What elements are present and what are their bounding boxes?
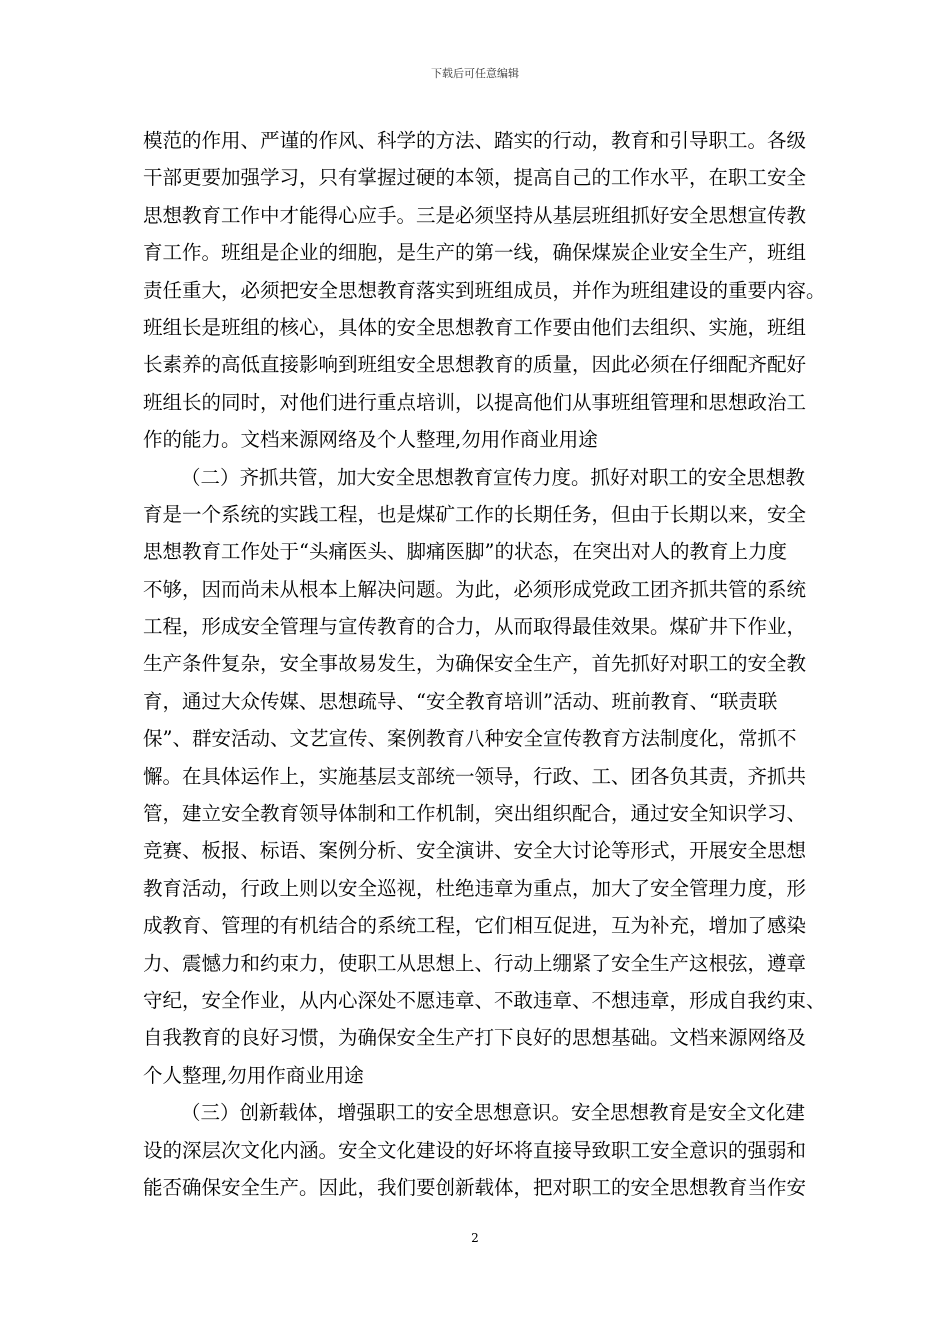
- text-line: 班组长是班组的核心，具体的安全思想教育工作要由他们去组织、实施，班组: [143, 315, 807, 339]
- text-line: 教育活动，行政上则以安全巡视，杜绝违章为重点，加大了安全管理力度，形: [143, 876, 807, 900]
- text-line: 生产条件复杂，安全事故易发生，为确保安全生产，首先抓好对职工的安全教: [143, 652, 807, 676]
- text-line: 守纪，安全作业，从内心深处不愿违章、不敢违章、不想违章，形成自我约束、: [143, 988, 826, 1012]
- page-header: 下载后可任意编辑: [431, 67, 519, 80]
- text-line: 设的深层次文化内涵。安全文化建设的好坏将直接导致职工安全意识的强弱和: [143, 1138, 807, 1162]
- text-line: 懈。在具体运作上，实施基层支部统一领导，行政、工、团各负其责，齐抓共: [143, 764, 807, 788]
- paragraph-2: [143, 459, 826, 1095]
- text-line: 班组长的同时，对他们进行重点培训，以提高他们从事班组管理和思想政治工: [143, 390, 807, 414]
- document-body: [143, 122, 826, 1206]
- text-line: （二）齐抓共管，加大安全思想教育宣传力度。抓好对职工的安全思想教: [181, 465, 806, 489]
- paragraph-1: [143, 122, 826, 459]
- text-line: 长素养的高低直接影响到班组安全思想教育的质量，因此必须在仔细配齐配好: [143, 353, 807, 377]
- text-line: 力、震憾力和约束力，使职工从思想上、行动上绷紧了安全生产这根弦，遵章: [143, 951, 807, 975]
- text-line: 思想教育工作中才能得心应手。三是必须坚持从基层班组抓好安全思想宣传教: [143, 203, 807, 227]
- text-line: （三）创新载体，增强职工的安全思想意识。安全思想教育是安全文化建: [181, 1101, 806, 1125]
- text-line: 竞赛、板报、标语、案例分析、安全演讲、安全大讨论等形式，开展安全思想: [143, 839, 807, 863]
- text-line: 自我教育的良好习惯，为确保安全生产打下良好的思想基础。文档来源网络及: [143, 1026, 807, 1050]
- text-line: 能否确保安全生产。因此，我们要创新载体，把对职工的安全思想教育当作安: [143, 1175, 807, 1199]
- text-line: 不够，因而尚未从根本上解决问题。为此，必须形成党政工团齐抓共管的系统: [143, 577, 807, 601]
- page-number: 2: [471, 1231, 479, 1245]
- paragraph-3: [143, 1094, 823, 1206]
- text-line: 作的能力。文档来源网络及个人整理,勿用作商业用途: [143, 428, 598, 452]
- text-line: 思想教育工作处于“头痛医头、脚痛医脚”的状态，在突出对人的教育上力度: [143, 540, 787, 564]
- text-line: 干部更要加强学习，只有掌握过硬的本领，提高自己的工作水平，在职工安全: [143, 166, 807, 190]
- text-line: 责任重大，必须把安全思想教育落实到班组成员，并作为班组建设的重要内容。: [143, 278, 826, 302]
- text-line: 管，建立安全教育领导体制和工作机制，突出组织配合，通过安全知识学习、: [143, 802, 807, 826]
- text-line: 成教育、管理的有机结合的系统工程，它们相互促进，互为补充，增加了感染: [143, 914, 807, 938]
- text-line: 育，通过大众传媒、思想疏导、“安全教育培训”活动、班前教育、“联责联: [143, 689, 778, 713]
- text-line: 育是一个系统的实践工程，也是煤矿工作的长期任务，但由于长期以来，安全: [143, 502, 807, 526]
- text-line: 育工作。班组是企业的细胞，是生产的第一线，确保煤炭企业安全生产，班组: [143, 241, 807, 265]
- text-line: 工程，形成安全管理与宣传教育的合力，从而取得最佳效果。煤矿井下作业，: [143, 615, 807, 639]
- text-line: 个人整理,勿用作商业用途: [143, 1063, 364, 1087]
- text-line: 模范的作用、严谨的作风、科学的方法、踏实的行动，教育和引导职工。各级: [143, 129, 807, 152]
- text-line: 保”、群安活动、文艺宣传、案例教育八种安全宣传教育方法制度化，常抓不: [143, 727, 797, 751]
